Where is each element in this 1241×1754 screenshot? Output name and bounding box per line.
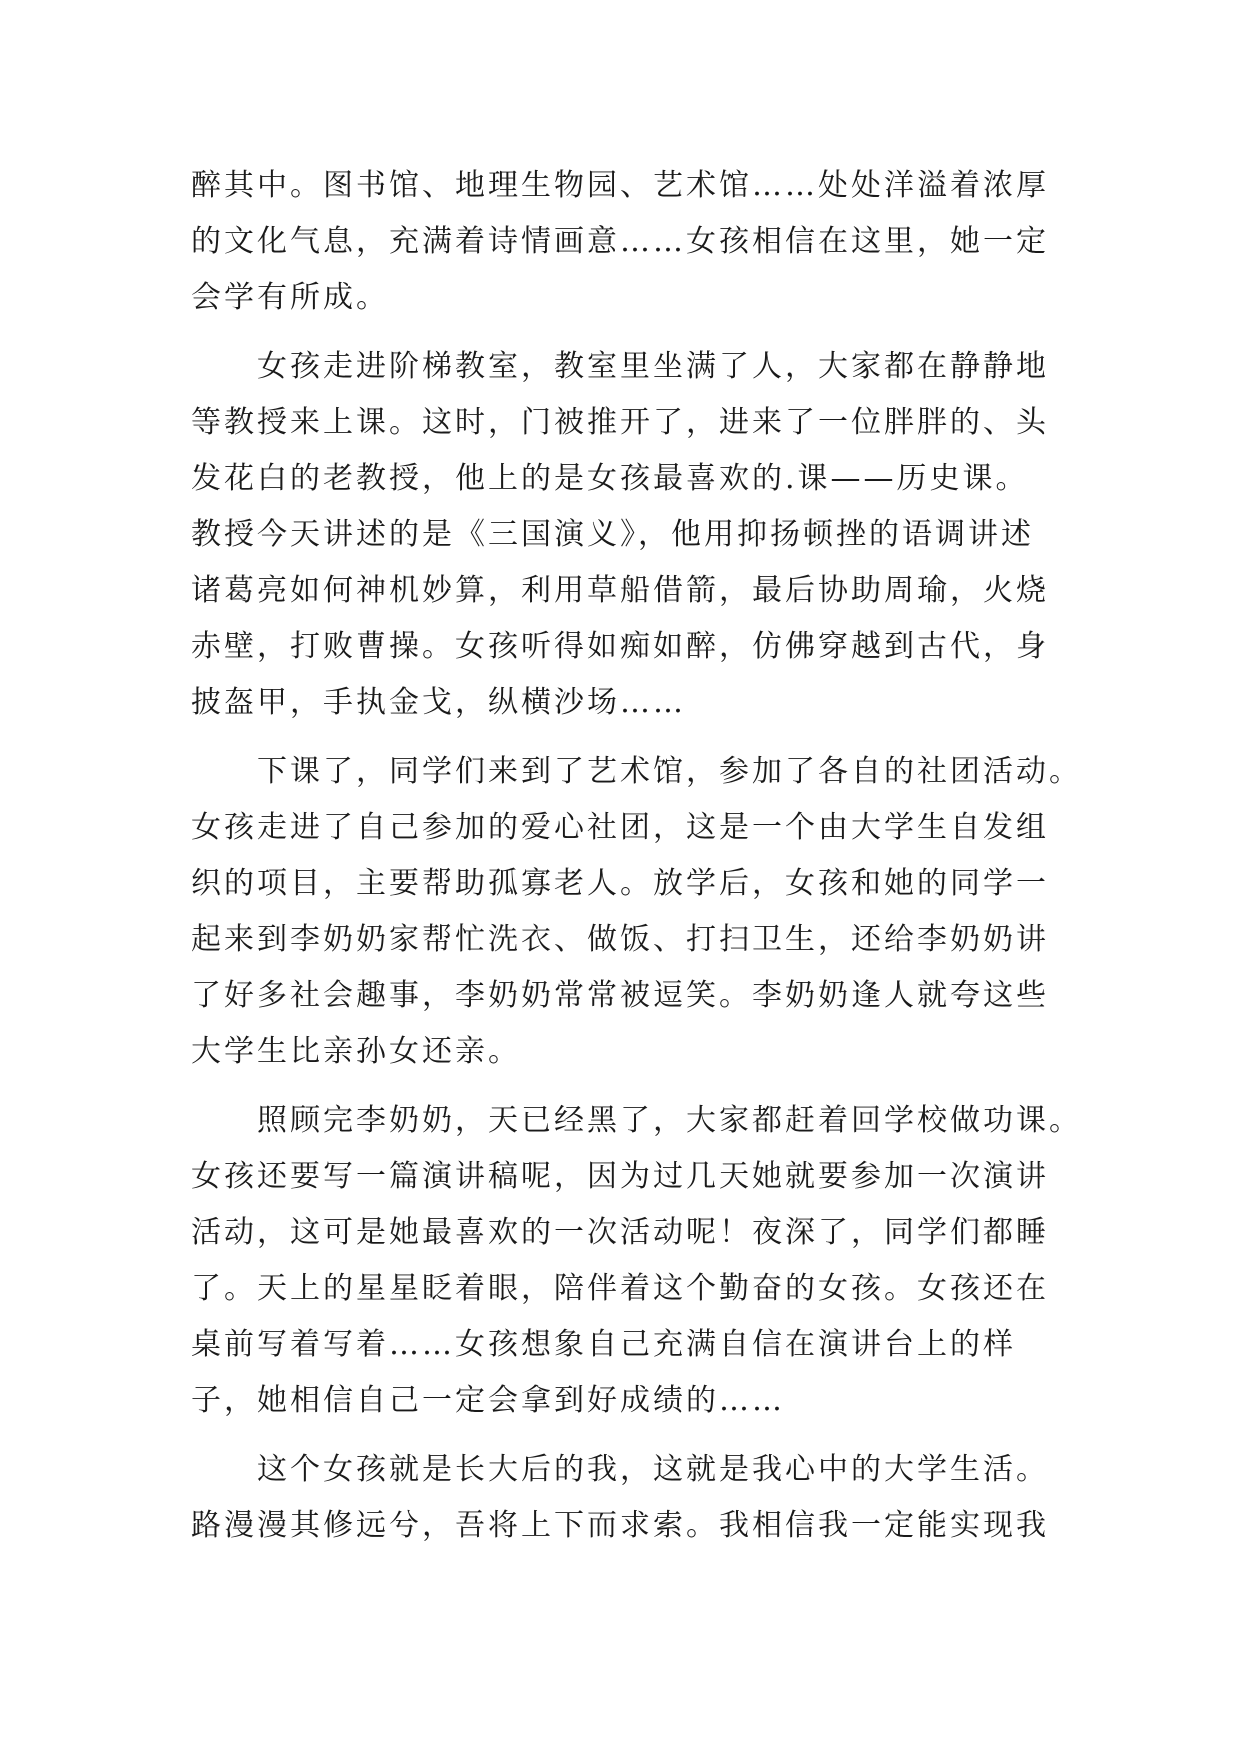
paragraph-line: 发花白的老教授，他上的是女孩最喜欢的.课——历史课。 bbox=[191, 461, 1029, 496]
paragraph-line: 路漫漫其修远兮，吾将上下而求索。我相信我一定能实现我 bbox=[191, 1508, 1049, 1543]
paragraph-line: 女孩走进阶梯教室，教室里坐满了人，大家都在静静地 bbox=[257, 349, 1049, 384]
paragraph-line: 子，她相信自己一定会拿到好成绩的…… bbox=[191, 1383, 785, 1418]
paragraph-line: 了。天上的星星眨着眼，陪伴着这个勤奋的女孩。女孩还在 bbox=[191, 1271, 1049, 1306]
paragraph-line: 披盔甲，手执金戈，纵横沙场…… bbox=[191, 685, 686, 720]
paragraph-line: 赤壁，打败曹操。女孩听得如痴如醉，仿佛穿越到古代，身 bbox=[191, 629, 1049, 664]
paragraph-line: 大学生比亲孙女还亲。 bbox=[191, 1034, 521, 1069]
paragraph-3 bbox=[191, 744, 1082, 1080]
paragraph-line: 会学有所成。 bbox=[191, 280, 389, 315]
paragraph-1 bbox=[191, 158, 1071, 326]
paragraph-line: 桌前写着写着……女孩想象自己充满自信在演讲台上的样 bbox=[191, 1327, 1016, 1362]
paragraph-line: 起来到李奶奶家帮忙洗衣、做饭、打扫卫生，还给李奶奶讲 bbox=[191, 922, 1049, 957]
paragraph-line: 了好多社会趣事，李奶奶常常被逗笑。李奶奶逢人就夸这些 bbox=[191, 978, 1049, 1013]
paragraph-line: 活动，这可是她最喜欢的一次活动呢！夜深了，同学们都睡 bbox=[191, 1215, 1049, 1250]
paragraph-line: 的文化气息，充满着诗情画意……女孩相信在这里，她一定 bbox=[191, 224, 1049, 259]
paragraph-line: 教授今天讲述的是《三国演义》，他用抑扬顿挫的语调讲述 bbox=[191, 517, 1034, 552]
paragraph-5 bbox=[191, 1442, 1071, 1554]
paragraph-line: 照顾完李奶奶，天已经黑了，大家都赶着回学校做功课。 bbox=[257, 1103, 1082, 1138]
paragraph-line: 这个女孩就是长大后的我，这就是我心中的大学生活。 bbox=[257, 1452, 1049, 1487]
paragraph-line: 下课了，同学们来到了艺术馆，参加了各自的社团活动。 bbox=[257, 754, 1082, 789]
paragraph-line: 女孩还要写一篇演讲稿呢，因为过几天她就要参加一次演讲 bbox=[191, 1159, 1049, 1194]
paragraph-line: 诸葛亮如何神机妙算，利用草船借箭，最后协助周瑜，火烧 bbox=[191, 573, 1049, 608]
paragraph-line: 等教授来上课。这时，门被推开了，进来了一位胖胖的、头 bbox=[191, 405, 1049, 440]
document-body bbox=[191, 158, 1082, 1554]
paragraph-line: 织的项目，主要帮助孤寡老人。放学后，女孩和她的同学一 bbox=[191, 866, 1049, 901]
paragraph-line: 醉其中。图书馆、地理生物园、艺术馆……处处洋溢着浓厚 bbox=[191, 168, 1049, 203]
paragraph-4 bbox=[191, 1093, 1082, 1429]
paragraph-line: 女孩走进了自己参加的爱心社团，这是一个由大学生自发组 bbox=[191, 810, 1049, 845]
paragraph-2 bbox=[191, 339, 1071, 731]
